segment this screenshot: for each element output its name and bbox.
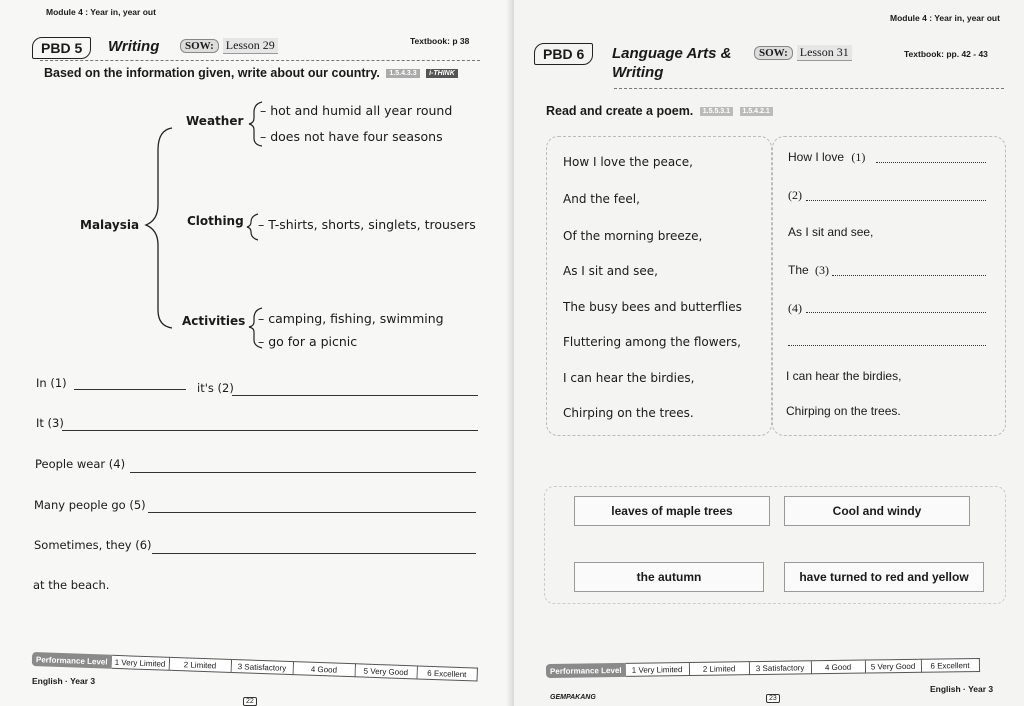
poem-right-text-1: How I love	[788, 150, 845, 164]
page-number: 23	[766, 694, 780, 703]
poem-left-line-8: Chirping on the trees.	[563, 406, 694, 420]
textbook-ref: Textbook: p 38	[410, 36, 470, 46]
q2-label: it's (2)	[197, 381, 234, 395]
publisher-logo: GEMPAKANG	[550, 694, 596, 701]
blank-number-2: (2)	[788, 188, 802, 202]
poem-original-box	[546, 136, 772, 436]
poem-blank-4[interactable]	[806, 312, 986, 313]
q6-answer-line[interactable]	[152, 553, 476, 554]
performance-level-bar	[546, 658, 980, 678]
level-2[interactable]: 2 Limited	[689, 661, 749, 676]
word-option-1[interactable]: leaves of maple trees	[574, 496, 770, 526]
q4-answer-line[interactable]	[130, 472, 476, 473]
poem-right-line-8: Chirping on the trees.	[786, 404, 901, 418]
performance-head: Performance Level	[32, 652, 112, 669]
page-title-line2: Writing	[612, 64, 664, 81]
level-6[interactable]: 6 Excellent	[921, 658, 979, 673]
page-title: Writing	[108, 38, 160, 55]
lesson-label: Lesson 31	[797, 45, 852, 61]
poem-right-text-4: The	[788, 263, 809, 277]
branch-weather: Weather	[186, 114, 244, 128]
skill-code-1: 1.5.5.3.1	[700, 107, 733, 116]
poem-blank-1[interactable]	[876, 162, 986, 163]
activities-item-2: – go for a picnic	[258, 334, 358, 349]
q3-answer-line[interactable]	[62, 430, 478, 431]
q5-answer-line[interactable]	[148, 512, 476, 513]
weather-item-1: – hot and humid all year round	[260, 103, 453, 118]
poem-right-line-4	[788, 263, 829, 278]
poem-blank-2[interactable]	[806, 200, 986, 201]
blank-number-4: (4)	[788, 301, 802, 315]
q3-label: It (3)	[36, 416, 64, 430]
poem-right-line-1	[788, 150, 865, 165]
performance-head: Performance Level	[546, 663, 626, 678]
level-5[interactable]: 5 Very Good	[355, 663, 417, 679]
q6-ending: at the beach.	[33, 578, 110, 592]
activities-item-1: – camping, fishing, swimming	[258, 311, 444, 326]
level-3[interactable]: 3 Satisfactory	[749, 660, 811, 675]
level-4[interactable]: 4 Good	[811, 660, 865, 675]
footer-subject: English · Year 3	[930, 684, 994, 694]
level-6[interactable]: 6 Excellent	[417, 665, 477, 681]
instruction-text: Based on the information given, write about our country.	[44, 66, 380, 80]
performance-level-bar	[32, 652, 478, 682]
word-option-4[interactable]: have turned to red and yellow	[784, 562, 984, 592]
poem-left-line-3: Of the morning breeze,	[563, 229, 703, 243]
skill-code: 1.5.4.3.3	[386, 69, 419, 78]
weather-item-2: – does not have four seasons	[260, 129, 443, 144]
blank-number-1: (1)	[851, 150, 866, 164]
blank-number-3: (3)	[815, 263, 830, 277]
level-2[interactable]: 2 Limited	[169, 657, 231, 673]
poem-left-line-5: The busy bees and butterflies	[563, 300, 742, 314]
sow-pill: SOW:	[754, 46, 793, 60]
clothing-item-1: – T-shirts, shorts, singlets, trousers	[258, 217, 476, 232]
sow-pill: SOW:	[180, 39, 219, 53]
poem-right-line-7: I can hear the birdies,	[786, 369, 902, 383]
branch-activities: Activities	[182, 314, 246, 328]
poem-left-line-7: I can hear the birdies,	[563, 371, 695, 385]
q4-label: People wear (4)	[35, 457, 126, 471]
right-page	[514, 0, 1024, 706]
level-1[interactable]: 1 Very Limited	[111, 655, 169, 671]
footer-subject: English · Year 3	[32, 676, 96, 686]
level-1[interactable]: 1 Very Limited	[625, 662, 689, 677]
ithink-code: i-THINK	[426, 69, 458, 78]
q1-answer-line[interactable]	[74, 389, 186, 390]
level-3[interactable]: 3 Satisfactory	[231, 659, 293, 675]
word-option-2[interactable]: Cool and windy	[784, 496, 970, 526]
mindmap-center: Malaysia	[80, 218, 140, 232]
pbd-badge: PBD 5	[32, 37, 91, 59]
instruction-text: Read and create a poem.	[546, 104, 694, 118]
poem-left-line-4: As I sit and see,	[563, 264, 658, 278]
sow-label	[754, 45, 852, 61]
poem-create-box	[772, 136, 1006, 436]
page-number: 22	[243, 697, 257, 706]
poem-blank-5[interactable]	[788, 345, 986, 346]
module-header: Module 4 : Year in, year out	[46, 7, 156, 17]
q6-label: Sometimes, they (6)	[34, 538, 152, 552]
textbook-ref: Textbook: pp. 42 - 43	[904, 49, 988, 59]
word-option-3[interactable]: the autumn	[574, 562, 764, 592]
q1-label: In (1)	[36, 376, 67, 390]
skill-code-2: 1.5.4.2.1	[740, 107, 773, 116]
header-divider	[614, 88, 1004, 89]
poem-left-line-6: Fluttering among the flowers,	[563, 335, 741, 349]
level-4[interactable]: 4 Good	[293, 661, 355, 677]
poem-right-line-3: As I sit and see,	[788, 225, 874, 239]
module-header: Module 4 : Year in, year out	[890, 13, 1000, 23]
lesson-label: Lesson 29	[223, 38, 278, 54]
q2-answer-line[interactable]	[232, 395, 478, 396]
q5-label: Many people go (5)	[34, 498, 146, 512]
level-5[interactable]: 5 Very Good	[865, 659, 921, 674]
page-title-line1: Language Arts &	[612, 45, 732, 62]
pbd-badge: PBD 6	[534, 43, 593, 65]
poem-blank-3[interactable]	[832, 275, 986, 276]
poem-left-line-2: And the feel,	[563, 192, 640, 206]
instruction	[546, 104, 773, 118]
poem-left-line-1: How I love the peace,	[563, 155, 693, 169]
branch-clothing: Clothing	[187, 214, 244, 228]
